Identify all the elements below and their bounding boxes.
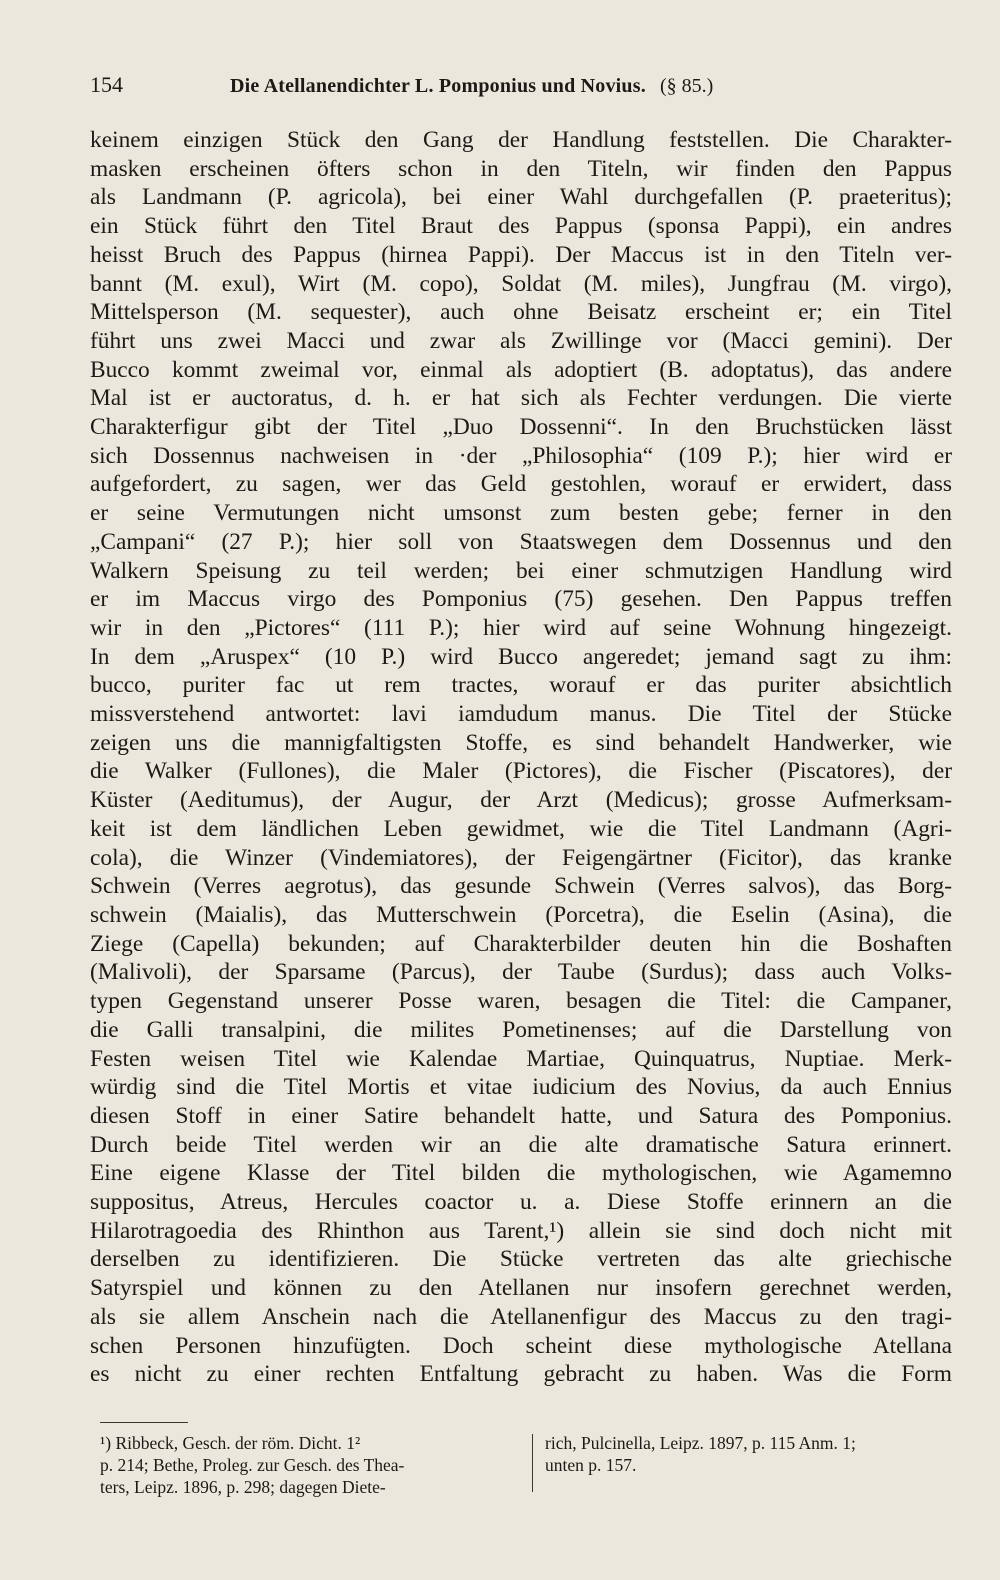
footnote-rule [100,1422,188,1423]
text-line: schwein (Maialis), das Mutterschwein (Porcetra), die Eselin (Asina), die [90,901,952,928]
footnote-column-left [100,1432,532,1498]
footnote-line: ters, Leipz. 1896, p. 298; dagegen Diete- [100,1477,386,1497]
footnote-column-right [545,1432,958,1498]
footnote-line: rich, Pulcinella, Leipz. 1897, p. 115 Anm. 1; [545,1433,856,1453]
text-line: Eine eigene Klasse der Titel bilden die mythologischen, wie Agamemno [90,1160,952,1187]
text-line: suppositus, Atreus, Hercules coactor u. a. Diese Stoffe erinnern an die [90,1189,952,1216]
section-reference: (§ 85.) [659,75,714,97]
text-line: Walkern Speisung zu teil werden; bei einer schmutzigen Handlung wird [90,557,952,584]
text-line: heisst Bruch des Pappus (hirnea Pappi). Der Maccus ist in den Titeln ver- [90,241,952,268]
text-line: würdig sind die Titel Mortis et vitae iudicium des Novius, da auch Ennius [90,1074,952,1101]
text-line: cola), die Winzer (Vindemiatores), der Feigengärtner (Ficitor), das kranke [90,844,952,871]
text-line: bannt (M. exul), Wirt (M. copo), Soldat (M. miles), Jungfrau (M. virgo), [90,270,952,297]
text-line: Schwein (Verres aegrotus), das gesunde Schwein (Verres salvos), das Borg- [90,873,952,900]
running-title: Die Atellanendichter L. Pomponius und Novius. [230,75,646,97]
text-line: Satyrspiel und können zu den Atellanen nur insofern gerechnet werden, [90,1275,952,1302]
text-line: die Galli transalpini, die milites Pometinenses; auf die Darstellung von [90,1016,952,1043]
text-line: Charakterfigur gibt der Titel „Duo Dossenni“. In den Bruchstücken lässt [90,414,952,441]
body-text [90,126,952,1389]
text-line: es nicht zu einer rechten Entfaltung gebracht zu haben. Was die Form [90,1361,952,1388]
text-line: die Walker (Fullones), die Maler (Pictores), die Fischer (Piscatores), der [90,758,952,785]
text-line: Küster (Aeditumus), der Augur, der Arzt (Medicus); grosse Aufmerksam- [90,787,952,814]
text-line: In dem „Aruspex“ (10 P.) wird Bucco angeredet; jemand sagt zu ihm: [90,643,952,670]
page-number: 154 [90,72,123,97]
text-line: führt uns zwei Macci und zwar als Zwillinge vor (Macci gemini). Der [90,327,952,354]
text-line: als sie allem Anschein nach die Atellanenfigur des Maccus zu den tragi- [90,1303,952,1330]
text-line: sich Dossennus nachweisen in ·der „Philosophia“ (109 P.); hier wird er [90,442,952,469]
text-line: Mal ist er auctoratus, d. h. er hat sich als Fechter verdungen. Die vierte [90,385,952,412]
text-line: er seine Vermutungen nicht umsonst zum besten gebe; ferner in den [90,500,952,527]
text-line: „Campani“ (27 P.); hier soll von Staatswegen dem Dossennus und den [90,528,952,555]
text-line: schen Personen hinzufügten. Doch scheint diese mythologische Atellana [90,1332,952,1359]
text-line: keinem einzigen Stück den Gang der Handlung feststellen. Die Charakter- [90,127,952,153]
text-line: Hilarotragoedia des Rhinthon aus Tarent,¹) allein sie sind doch nicht mit [90,1217,952,1244]
footnote-column-divider [532,1434,533,1492]
text-line: als Landmann (P. agricola), bei einer Wahl durchgefallen (P. praeteritus); [90,184,952,211]
footnote-line: ¹) Ribbeck, Gesch. der röm. Dicht. 1² [100,1433,361,1453]
footnotes [100,1432,958,1498]
text-line: typen Gegenstand unserer Posse waren, besagen die Titel: die Campaner, [90,988,952,1015]
text-line: keit ist dem ländlichen Leben gewidmet, wie die Titel Landmann (Agri- [90,815,952,842]
text-line: aufgefordert, zu sagen, wer das Geld gestohlen, worauf er erwidert, dass [90,471,952,498]
text-line: Durch beide Titel werden wir an die alte dramatische Satura erinnert. [90,1131,952,1158]
text-line: Festen weisen Titel wie Kalendae Martiae, Quinquatrus, Nuptiae. Merk- [90,1045,952,1072]
text-line: missverstehend antwortet: lavi iamdudum manus. Die Titel der Stücke [90,701,952,728]
text-line: (Malivoli), der Sparsame (Parcus), der Taube (Surdus); dass auch Volks- [90,959,952,986]
text-line: wir in den „Pictores“ (111 P.); hier wird auf seine Wohnung hingezeigt. [90,614,952,641]
text-line: derselben zu identifizieren. Die Stücke vertreten das alte griechische [90,1246,952,1273]
text-line: bucco, puriter fac ut rem tractes, worauf er das puriter absichtlich [90,672,952,699]
text-line: er im Maccus virgo des Pomponius (75) gesehen. Den Pappus treffen [90,586,952,613]
footnote-line: p. 214; Bethe, Proleg. zur Gesch. des Thea- [100,1455,405,1475]
text-line: masken erscheinen öfters schon in den Titeln, wir finden den Pappus [90,155,952,182]
text-line: zeigen uns die mannigfaltigsten Stoffe, es sind behandelt Handwerker, wie [90,729,952,756]
footnote-line: unten p. 157. [545,1455,637,1475]
text-line: diesen Stoff in einer Satire behandelt hatte, und Satura des Pomponius. [90,1102,952,1129]
text-line: ein Stück führt den Titel Braut des Pappus (sponsa Pappi), ein andres [90,213,952,240]
running-header [90,72,960,98]
text-line: Mittelsperson (M. sequester), auch ohne Beisatz erscheint er; ein Titel [90,299,952,326]
text-line: Bucco kommt zweimal vor, einmal als adoptiert (B. adoptatus), das andere [90,356,952,383]
text-line: Ziege (Capella) bekunden; auf Charakterbilder deuten hin die Boshaften [90,930,952,957]
